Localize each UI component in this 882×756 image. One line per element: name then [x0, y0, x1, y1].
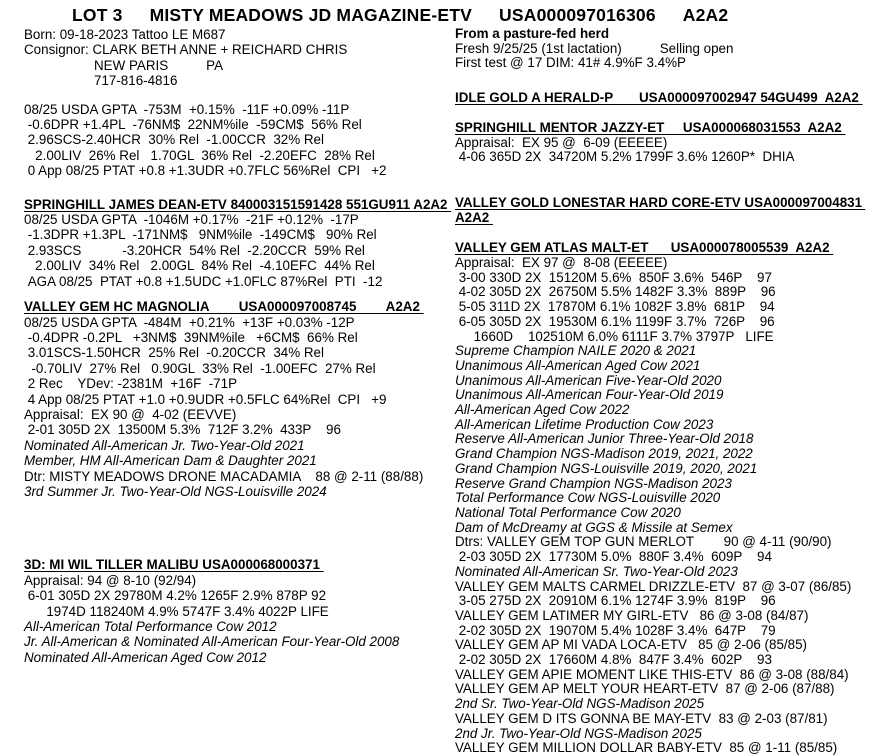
- animal-name: MISTY MEADOWS JD MAGAZINE-ETV: [149, 5, 473, 25]
- pedigree-line: All-American Total Performance Cow 2012: [24, 619, 277, 634]
- animal-title: VALLEY GOLD LONESTAR HARD CORE-ETV USA000097004831 A2A2: [455, 194, 866, 225]
- pedigree-line: 2 Rec YDev: -2381M +16F -71P: [24, 376, 238, 392]
- pedigree-line: Unanimous All-American Five-Year-Old 2020: [455, 372, 722, 388]
- lot-number: LOT 3: [72, 5, 123, 25]
- pedigree-line: 1974D 118240M 4.9% 5747F 3.4% 4022P LIFE: [24, 603, 329, 619]
- consignor-phone: 717-816-4816: [94, 73, 178, 89]
- pedigree-line: 4-02 305D 2X 26750M 5.5% 1482F 3.3% 889P 96: [455, 284, 776, 300]
- pedigree-line: 08/25 USDA GPTA -753M +0.15% -11F +0.09% -11P: [24, 101, 350, 117]
- pedigree-line: VALLEY GEM LATIMER MY GIRL-ETV 86 @ 3-08 (84/87): [455, 607, 809, 623]
- beta-casein-label: A2A2: [682, 5, 729, 25]
- pedigree-line: 2nd Sr. Two-Year-Old NGS-Madison 2025: [455, 696, 705, 712]
- animal-title: SPRINGHILL JAMES DEAN-ETV 840003151591428 551GU911 A2A2: [24, 196, 452, 212]
- pedigree-line: 1660D 102510M 6.0% 6111F 3.7% 3797P LIFE: [455, 328, 774, 344]
- pedigree-line: 2.93SCS -3.20HCR 54% Rel -2.20CCR 59% Rel: [24, 242, 365, 258]
- pedigree-line: Supreme Champion NAILE 2020 & 2021: [455, 343, 697, 359]
- left-column-blocks: [24, 102, 454, 666]
- pedigree-line: 2-01 305D 2X 13500M 5.3% 712F 3.2% 433P 96: [24, 422, 341, 438]
- pedigree-line: Nominated All-American Sr. Two-Year-Old 2023: [455, 563, 738, 579]
- pedigree-line: Appraisal: EX 90 @ 4-02 (EEVVE): [24, 406, 237, 422]
- pedigree-line: 0 App 08/25 PTAT +0.8 +1.3UDR +0.7FLC 56%Rel CPI +2: [24, 163, 387, 179]
- fresh-line: [455, 42, 881, 57]
- pedigree-line: 6-05 305D 2X 19530M 6.1% 1199F 3.7% 726P 96: [455, 313, 775, 329]
- herd-note: From a pasture-fed herd: [455, 26, 610, 41]
- pedigree-line: 4 App 08/25 PTAT +1.0 +0.9UDR +0.5FLC 64%Rel CPI +9: [24, 391, 387, 407]
- lot-header: [72, 5, 728, 26]
- consignor-address: [94, 58, 454, 73]
- born-line: Born: 09-18-2023 Tattoo LE M687: [24, 27, 226, 42]
- pedigree-line: -0.6DPR +1.4PL -76NM$ 22NM%ile -59CM$ 56% Rel: [24, 117, 362, 133]
- pedigree-line: VALLEY GEM MALTS CARMEL DRIZZLE-ETV 87 @ 3-07 (86/85): [455, 578, 852, 594]
- pedigree-line: 2nd Jr. Two-Year-Old NGS-Madison 2025: [455, 725, 702, 741]
- pedigree-line: AGA 08/25 PTAT +0.8 +1.5UDC +1.0FLC 87%Rel PTI -12: [24, 273, 383, 289]
- pedigree-block: [24, 197, 454, 289]
- fresh-status: Fresh 9/25/25 (1st lactation): [455, 40, 622, 56]
- animal-title: VALLEY GEM HC MAGNOLIA USA000097008745 A2A2: [24, 299, 424, 315]
- pedigree-line: Nominated All-American Jr. Two-Year-Old 2021: [24, 437, 305, 453]
- pedigree-line: VALLEY GEM MILLION DOLLAR BABY-ETV 85 @ 1-11 (85/85): [455, 740, 838, 756]
- pedigree-line: VALLEY GEM AP MI VADA LOCA-ETV 85 @ 2-06 (85/85): [455, 637, 807, 653]
- pedigree-line: Reserve All-American Junior Three-Year-Old 2018: [455, 431, 754, 447]
- pedigree-line: Reserve Grand Champion NGS-Madison 2023: [455, 475, 732, 491]
- pedigree-line: 3.01SCS-1.50HCR 25% Rel -0.20CCR 34% Rel: [24, 345, 324, 361]
- pedigree-line: 5-05 311D 2X 17870M 6.1% 1082F 3.8% 681P 94: [455, 299, 775, 315]
- pedigree-line: Dtrs: VALLEY GEM TOP GUN MERLOT 90 @ 4-11 (90/90): [455, 534, 832, 550]
- consignor-line: Consignor: CLARK BETH ANNE + REICHARD CHRIS: [24, 42, 348, 58]
- pedigree-line: 08/25 USDA GPTA -1046M +0.17% -21F +0.12% -17P: [24, 212, 359, 228]
- pedigree-line: VALLEY GEM D ITS GONNA BE MAY-ETV 83 @ 2-03 (87/81): [455, 710, 828, 726]
- pedigree-line: National Total Performance Cow 2020: [455, 504, 681, 520]
- pedigree-line: Grand Champion NGS-Madison 2019, 2021, 2022: [455, 446, 753, 462]
- pedigree-line: 6-01 305D 2X 29780M 4.2% 1265F 2.9% 878P 92: [24, 588, 327, 604]
- pedigree-block: [455, 196, 881, 225]
- pedigree-line: Appraisal: EX 97 @ 8-08 (EEEEE): [455, 255, 668, 271]
- pedigree-line: -0.4DPR -0.2PL +3NM$ 39NM%ile +6CM$ 66% Rel: [24, 329, 358, 345]
- pedigree-line: Appraisal: EX 95 @ 6-09 (EEEEE): [455, 134, 668, 150]
- pedigree-line: 3-05 275D 2X 20910M 6.1% 1274F 3.9% 819P 96: [455, 593, 776, 609]
- pedigree-line: 2.00LIV 26% Rel 1.70GL 36% Rel -2.20EFC 28% Rel: [24, 147, 375, 163]
- pedigree-line: 3rd Summer Jr. Two-Year-Old NGS-Louisville 2024: [24, 483, 327, 499]
- pedigree-line: Unanimous All-American Four-Year-Old 2019: [455, 387, 724, 403]
- animal-title: SPRINGHILL MENTOR JAZZY-ET USA000068031553 A2A2: [455, 119, 846, 135]
- pedigree-line: Dtr: MISTY MEADOWS DRONE MACADAMIA 88 @ 2-11 (88/88): [24, 468, 424, 484]
- pedigree-block: [455, 241, 881, 756]
- pedigree-line: VALLEY GEM AP MELT YOUR HEART-ETV 87 @ 2-06 (87/88): [455, 681, 835, 697]
- first-test-line: First test @ 17 DIM: 41# 4.9%F 3.4%P: [455, 55, 686, 71]
- pedigree-block: [455, 91, 881, 106]
- pedigree-line: 3-00 330D 2X 15120M 5.6% 850F 3.6% 546P 97: [455, 269, 772, 285]
- pedigree-line: Appraisal: 94 @ 8-10 (92/94): [24, 572, 197, 588]
- pedigree-line: 2-02 305D 2X 19070M 5.4% 1028F 3.4% 647P 79: [455, 622, 776, 638]
- pedigree-line: Dam of McDreamy at GGS & Missile at Semex: [455, 519, 733, 535]
- pedigree-line: Nominated All-American Aged Cow 2012: [24, 649, 267, 665]
- pedigree-line: VALLEY GEM APIE MOMENT LIKE THIS-ETV 86 @ 3-08 (88/84): [455, 666, 849, 682]
- left-column: [24, 27, 454, 665]
- pedigree-line: -1.3DPR +1.3PL -171NM$ 9NM%ile -149CM$ 90% Rel: [24, 227, 377, 243]
- pedigree-line: All-American Aged Cow 2022: [455, 402, 630, 418]
- pedigree-line: All-American Lifetime Production Cow 2023: [455, 416, 714, 432]
- registration-number: USA000097016306: [499, 5, 656, 25]
- right-column: [455, 27, 881, 756]
- animal-title: VALLEY GEM ATLAS MALT-ET USA000078005539 A2A2: [455, 240, 834, 256]
- pedigree-block: [24, 557, 454, 665]
- pedigree-line: Total Performance Cow NGS-Louisville 2020: [455, 490, 721, 506]
- pedigree-block: [24, 102, 454, 179]
- pedigree-line: Unanimous All-American Aged Cow 2021: [455, 357, 701, 373]
- right-column-blocks: [455, 91, 881, 756]
- consignor-city: NEW PARIS: [94, 57, 169, 73]
- pedigree-line: 2-02 305D 2X 17660M 4.8% 847F 3.4% 602P 93: [455, 652, 772, 668]
- pedigree-line: 2.96SCS-2.40HCR 30% Rel -1.00CCR 32% Rel: [24, 132, 324, 148]
- pedigree-line: 2-03 305D 2X 17730M 5.0% 880F 3.4% 609P 94: [455, 549, 772, 565]
- pedigree-line: 4-06 365D 2X 34720M 5.2% 1799F 3.6% 1260P* DHIA: [455, 149, 795, 165]
- pedigree-line: Member, HM All-American Dam & Daughter 2021: [24, 453, 317, 469]
- pedigree-line: Grand Champion NGS-Louisville 2019, 2020, 2021: [455, 460, 758, 476]
- pedigree-line: 08/25 USDA GPTA -484M +0.21% +13F +0.03% -12P: [24, 314, 355, 330]
- selling-status: Selling open: [659, 40, 734, 56]
- animal-title: IDLE GOLD A HERALD-P USA000097002947 54GU499 A2A2: [455, 90, 863, 106]
- pedigree-block: [24, 299, 454, 499]
- consignor-state: PA: [206, 57, 224, 73]
- pedigree-line: Jr. All-American & Nominated All-American Four-Year-Old 2008: [24, 634, 400, 650]
- pedigree-line: 2.00LIV 34% Rel 2.00GL 84% Rel -4.10EFC 44% Rel: [24, 258, 375, 274]
- pedigree-line: -0.70LIV 27% Rel 0.90GL 33% Rel -1.00EFC 27% Rel: [24, 360, 376, 376]
- animal-title: 3D: MI WIL TILLER MALIBU USA000068000371: [24, 557, 324, 573]
- pedigree-block: [455, 121, 881, 165]
